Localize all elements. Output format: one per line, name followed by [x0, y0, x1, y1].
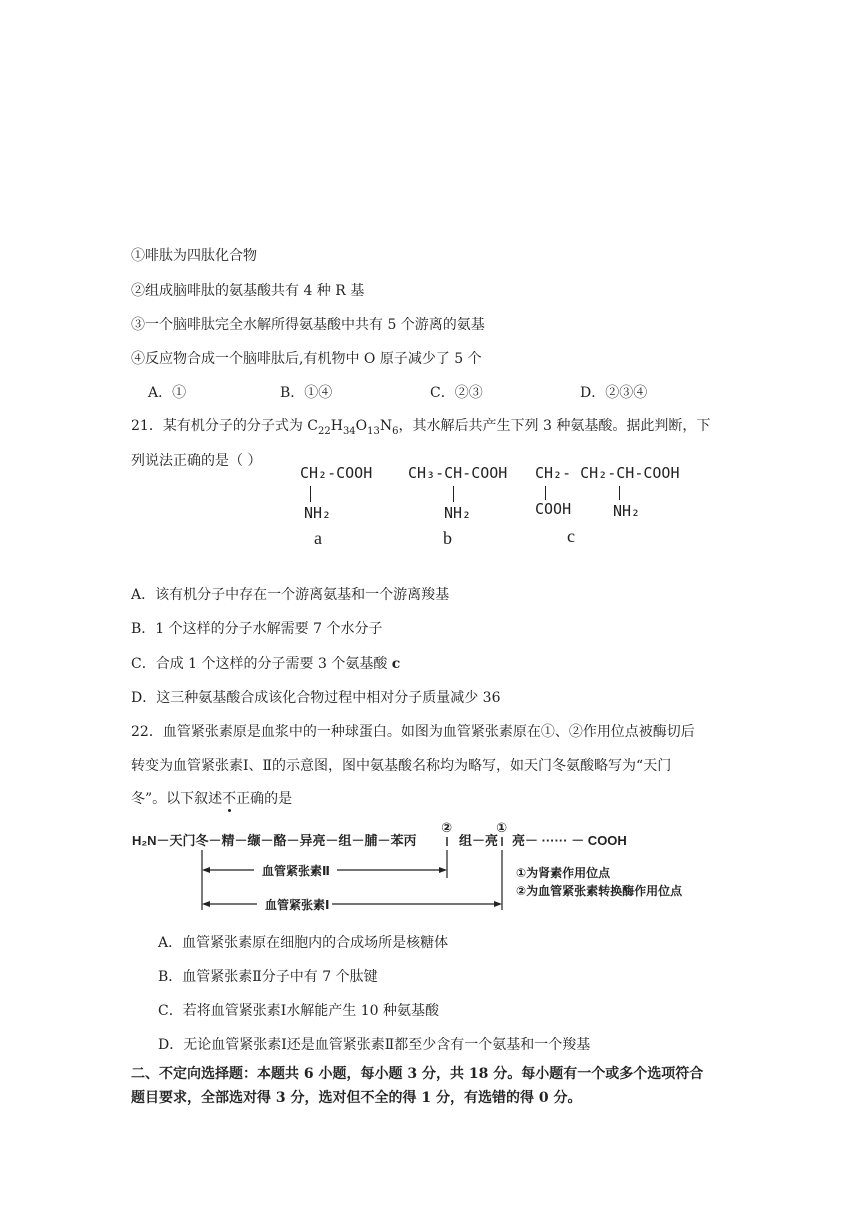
peptide-chain-mid: 组－亮: [459, 833, 499, 848]
q20-statement-2: ②组成脑啡肽的氨基酸共有 4 种 R 基: [131, 283, 365, 299]
q22-option-a: A．血管紧张素原在细胞内的合成场所是核糖体: [158, 935, 449, 951]
q20-option-a: A．①: [148, 385, 187, 401]
q21-option-d: D．这三种氨基酸合成该化合物过程中相对分子质量减少 36: [131, 690, 501, 706]
angiotensin-diagram: [132, 822, 732, 916]
angiotensin-2-label: 血管紧张素Ⅱ: [262, 864, 330, 878]
q20-statement-4: ④反应物合成一个脑啡肽后,有机物中 O 原子减少了 5 个: [131, 351, 482, 367]
amino-acid-b-label: b: [443, 528, 452, 548]
formula-sub-n: 6: [392, 425, 399, 437]
section-2-heading-line1: 二、不定向选择题：本题共 6 小题，每小题 3 分，共 18 分。每小题有一个或多个选项符合: [131, 1066, 704, 1082]
q22-stem-line1: 22．血管紧张素原是血浆中的一种球蛋白。如图为血管紧张素原在①、②作用位点被酶切后: [131, 724, 695, 740]
q20-option-b: B．①④: [280, 385, 333, 401]
q20-option-d: D．②③④: [580, 385, 648, 401]
bond-line: [310, 486, 311, 502]
amino-acid-a-nh2: NH₂: [304, 504, 332, 522]
legend-site-2: ②为血管紧张素转换酶作用位点: [516, 884, 683, 898]
q21-stem-line2: 列说法正确的是（ ）: [131, 453, 262, 469]
q21-option-c-text: C．合成 1 个这样的分子需要 3 个氨基酸: [131, 656, 392, 672]
amino-acid-c-cooh: COOH: [535, 500, 572, 518]
formula-n: N: [379, 418, 393, 434]
diagram-arrows: [132, 822, 732, 916]
q20-statement-1: ①啡肽为四肽化合物: [131, 248, 257, 264]
q21-stem-text-2: ，其水解后共产生下列 3 种氨基酸。据此判断，下: [398, 418, 711, 434]
formula-h: H: [330, 418, 343, 434]
amino-acid-b-formula: CH₃-CH-COOH: [408, 464, 508, 482]
q22-stem-line3: [131, 789, 292, 809]
emphasis-dot-text: 不: [222, 791, 237, 807]
q22-stem-text: 冬”。以下叙述: [131, 791, 223, 807]
q21-option-c: [131, 654, 400, 674]
q20-options: [148, 382, 748, 402]
q22-stem-line2: 转变为血管紧张素Ⅰ、Ⅱ的示意图，图中氨基酸名称均为略写，如天门冬氨酸略写为“天门: [131, 758, 672, 774]
amino-acid-c-nh2: NH₂: [613, 502, 641, 520]
q21-option-c-bold: c: [391, 656, 401, 672]
q20-statement-3: ③一个脑啡肽完全水解所得氨基酸中共有 5 个游离的氨基: [131, 317, 485, 333]
formula-sub-h: 34: [342, 425, 356, 437]
bond-line: [545, 486, 546, 500]
amino-acid-c: [535, 464, 685, 554]
q21-option-a: A．该有机分子中存在一个游离氨基和一个游离羧基: [131, 587, 450, 603]
bond-line: [619, 486, 620, 500]
q22-option-b: B．血管紧张素Ⅱ分子中有 7 个肽键: [158, 969, 378, 985]
amino-acid-a-label: a: [314, 528, 322, 548]
peptide-chain: H₂N－天门冬－精－缬－酪－异亮－组－脯－苯丙: [132, 833, 417, 848]
q21-option-b: B．1 个这样的分子水解需要 7 个水分子: [131, 621, 383, 637]
amino-acid-b-nh2: NH₂: [444, 504, 472, 522]
site-1-marker: ①: [496, 820, 508, 835]
formula-sub-c: 22: [317, 425, 331, 437]
q21-stem-line1: [131, 416, 710, 442]
site-2-marker: ②: [441, 820, 453, 835]
q22-stem-text-2: 正确的是: [236, 791, 293, 807]
peptide-chain-tail: 亮－ ······ － COOH: [512, 833, 627, 848]
q22-option-c: C．若将血管紧张素Ⅰ水解能产生 10 种氨基酸: [158, 1003, 439, 1019]
amino-acid-a-formula: CH₂-COOH: [300, 464, 373, 482]
formula-sub-o: 13: [367, 425, 380, 437]
section-2-heading-line2: 题目要求，全部选对得 3 分，选对但不全的得 1 分，有选错的得 0 分。: [131, 1090, 582, 1106]
bond-line: [453, 486, 454, 502]
amino-acid-c-label: c: [567, 526, 575, 546]
amino-acid-c-formula: CH₂- CH₂-CH-COOH: [535, 464, 680, 482]
q22-option-d: D．无论血管紧张素Ⅰ还是血管紧张素Ⅱ都至少含有一个氨基和一个羧基: [158, 1037, 591, 1053]
amino-acid-a: [300, 464, 390, 554]
q21-stem-text: 21．某有机分子的分子式为 C: [131, 418, 318, 434]
angiotensin-1-label: 血管紧张素Ⅰ: [265, 898, 330, 912]
amino-acid-b: [408, 464, 528, 554]
legend-site-1: ①为肾素作用位点: [516, 866, 611, 880]
q20-option-c: C．②③: [430, 385, 483, 401]
formula-o: O: [355, 418, 368, 434]
